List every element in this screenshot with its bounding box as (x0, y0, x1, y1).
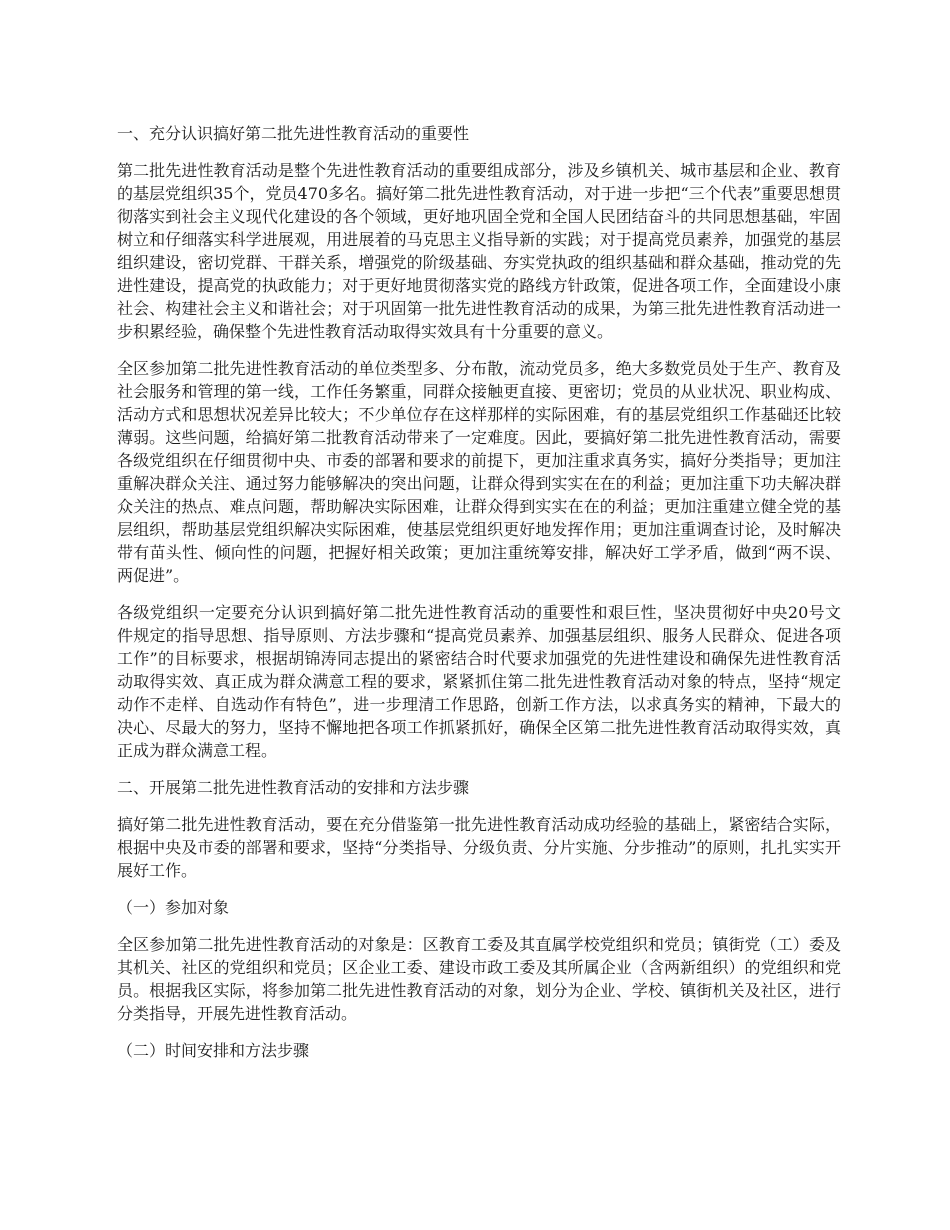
subsection-heading-1: （一）参加对象 (117, 898, 230, 917)
section-heading-1: 一、充分认识搞好第二批先进性教育活动的重要性 (117, 124, 470, 143)
subsection-heading-2: （二）时间安排和方法步骤 (117, 1041, 310, 1060)
section-heading-2: 二、开展第二批先进性教育活动的安排和方法步骤 (117, 778, 470, 797)
paragraph-1: 第二批先进性教育活动是整个先进性教育活动的重要组成部分，涉及乡镇机关、城市基层和企业、教育的基层党组织35个，党员470多名。搞好第二批先进性教育活动，对于进一步把“三个代表”重要思想贯彻落实到社会主义现代化建设的各个领域，更好地巩固全党和全国人民团结奋斗的共同思想基础，牢固树立和仔细落实科学进展观，用进展着的马克思主义指导新的实践；对于提高党员素养，加强党的基层组织建设，密切党群、干群关系，增强党的阶级基础、夯实党执政的组织基础和群众基础，推动党的先进性建设，提高党的执政能力；对于更好地贯彻落实党的路线方针政策，促进各项工作，全面建设小康社会、构建社会主义和谐社会；对于巩固第一批先进性教育活动的成果，为第三批先进性教育活动进一步积累经验，确保整个先进性教育活动取得实效具有十分重要的意义。 (117, 161, 841, 341)
paragraph-4: 搞好第二批先进性教育活动，要在充分借鉴第一批先进性教育活动成功经验的基础上，紧密结合实际，根据中央及市委的部署和要求，坚持“分类指导、分级负责、分片实施、分步推动”的原则，扎扎实实开展好工作。 (117, 815, 841, 880)
document-body (117, 122, 841, 1076)
paragraph-5: 全区参加第二批先进性教育活动的对象是：区教育工委及其直属学校党组织和党员；镇街党（工）委及其机关、社区的党组织和党员；区企业工委、建设市政工委及其所属企业（含两新组织）的党组织和党员。根据我区实际，将参加第二批先进性教育活动的对象，划分为企业、学校、镇街机关及社区，进行分类指导，开展先进性教育活动。 (117, 935, 841, 1023)
paragraph-3: 各级党组织一定要充分认识到搞好第二批先进性教育活动的重要性和艰巨性，坚决贯彻好中央20号文件规定的指导思想、指导原则、方法步骤和“提高党员素养、加强基层组织、服务人民群众、促进各项工作”的目标要求，根据胡锦涛同志提出的紧密结合时代要求加强党的先进性建设和确保先进性教育活动取得实效、真正成为群众满意工程的要求，紧紧抓住第二批先进性教育活动对象的特点，坚持“规定动作不走样、自选动作有特色”，进一步理清工作思路，创新工作方法，以求真务实的精神，下最大的决心、尽最大的努力，坚持不懈地把各项工作抓紧抓好，确保全区第二批先进性教育活动取得实效，真正成为群众满意工程。 (117, 603, 841, 760)
paragraph-2: 全区参加第二批先进性教育活动的单位类型多、分布散，流动党员多，绝大多数党员处于生产、教育及社会服务和管理的第一线，工作任务繁重，同群众接触更直接、更密切；党员的从业状况、职业构成、活动方式和思想状况差异比较大；不少单位存在这样那样的实际困难，有的基层党组织工作基础还比较薄弱。这些问题，给搞好第二批教育活动带来了一定难度。因此，要搞好第二批先进性教育活动，需要各级党组织在仔细贯彻中央、市委的部署和要求的前提下，更加注重求真务实，搞好分类指导；更加注重解决群众关注、通过努力能够解决的突出问题，让群众得到实实在在的利益；更加注重下功夫解决群众关注的热点、难点问题，帮助解决实际困难，让群众得到实实在在的利益；更加注重建立健全党的基层组织，帮助基层党组织解决实际困难，使基层党组织更好地发挥作用；更加注重调查讨论，及时解决带有苗头性、倾向性的问题，把握好相关政策；更加注重统筹安排，解决好工学矛盾，做到“两不误、两促进”。 (117, 359, 841, 585)
